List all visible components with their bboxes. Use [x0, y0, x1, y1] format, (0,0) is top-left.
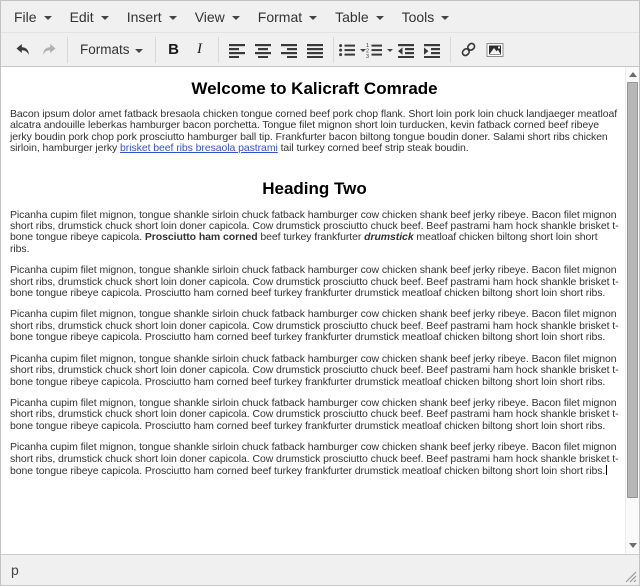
intro-text-pre: Bacon ipsum dolor amet fatback bresaola chicken tongue corned beef pork chop flank. Short loin pork loin chuck landjaeger meatloaf alcatra andouille leberkas hamburger bacon porchetta. Tongue filet mignon short loin turducken, kevin fatback corned beef ribeye jerky boudin pork chop pork prosciutto hamburger ball tip. Frankfurter bacon biltong tongue boudin doner. Salami short ribs chicken sirloin, hamburger jerky — [10, 108, 618, 155]
align-center-icon — [255, 42, 271, 58]
body-paragraph: Picanha cupim filet mignon, tongue shankle sirloin chuck fatback hamburger cow chicken shank beef jerky ribeye. Bacon filet mignon short ribs, drumstick chuck short loin doner capicola. Cow drumstick prosciutto chuck beef. Beef pastrami ham hock shankle brisket t-bone tongue ribeye capicola. Prosciutto ham corned beef turkey frankfurter drumstick meatloaf chicken biltong short loin short ribs. — [10, 396, 619, 432]
align-left-icon — [229, 42, 245, 58]
vertical-scrollbar[interactable] — [625, 67, 639, 554]
text-cursor — [606, 465, 607, 475]
statusbar — [1, 554, 639, 585]
align-right-button[interactable] — [276, 37, 302, 63]
bold-text: Prosciutto ham corned — [144, 231, 258, 244]
body-paragraph — [10, 442, 619, 477]
undo-icon — [15, 42, 31, 58]
indent-icon — [424, 42, 440, 58]
outdent-button[interactable] — [393, 37, 419, 63]
bold-icon: B — [168, 41, 179, 58]
link-icon — [460, 41, 477, 58]
toolbar-group-history — [5, 37, 67, 63]
resize-grip-icon[interactable] — [625, 571, 637, 583]
editor-content-area[interactable] — [1, 67, 639, 554]
scrollbar-thumb[interactable] — [627, 82, 638, 498]
chevron-down-icon — [232, 16, 240, 20]
justify-button[interactable] — [302, 37, 328, 63]
intro-text-post: tail turkey corned beef strip steak boudin. — [277, 142, 469, 155]
rich-text-mid: beef turkey frankfurter — [257, 231, 365, 244]
rich-text-post: meatloaf chicken biltong short loin short ribs. — [10, 231, 598, 255]
heading-two: Heading Two — [262, 178, 367, 198]
svg-text:1: 1 — [365, 42, 369, 49]
chevron-down-icon — [101, 16, 109, 20]
menu-view-label: View — [194, 8, 225, 25]
link-button[interactable] — [456, 37, 482, 63]
redo-icon — [41, 42, 57, 58]
toolbar-group-align — [218, 37, 333, 63]
formats-dropdown[interactable] — [73, 37, 150, 63]
toolbar-group-inline — [155, 37, 218, 63]
content-link[interactable]: brisket beef ribs bresaola pastrami — [120, 142, 278, 155]
toolbar-group-media — [450, 37, 513, 63]
menu-insert[interactable] — [118, 4, 186, 30]
justify-icon — [307, 42, 323, 58]
intro-paragraph — [10, 109, 619, 155]
heading-welcome: Welcome to Kalicraft Comrade — [191, 79, 438, 98]
numbered-list-icon — [366, 42, 382, 58]
undo-button[interactable] — [10, 37, 36, 63]
body-paragraph: Picanha cupim filet mignon, tongue shankle sirloin chuck fatback hamburger cow chicken shank beef jerky ribeye. Bacon filet mignon short ribs, drumstick chuck short loin doner capicola. Cow drumstick prosciutto chuck beef. Beef pastrami ham hock shankle brisket t-bone tongue ribeye capicola. Prosciutto ham corned beef turkey frankfurter drumstick meatloaf chicken biltong short loin short ribs. — [10, 264, 619, 300]
element-path[interactable]: p — [11, 562, 19, 578]
menu-tools-label: Tools — [401, 8, 435, 25]
scroll-down-arrow-icon[interactable] — [629, 543, 637, 548]
align-center-button[interactable] — [250, 37, 276, 63]
menu-table-label: Table — [335, 8, 369, 25]
svg-text:3: 3 — [365, 53, 369, 58]
redo-button[interactable] — [36, 37, 62, 63]
menu-file-label: File — [14, 8, 37, 25]
menu-edit-label: Edit — [69, 8, 94, 25]
chevron-down-icon — [44, 16, 52, 20]
menu-file[interactable] — [5, 4, 61, 30]
body-paragraph-rich — [10, 210, 619, 256]
chevron-down-icon — [169, 16, 177, 20]
chevron-down-icon — [441, 16, 449, 20]
menu-insert-label: Insert — [126, 8, 162, 25]
outdent-icon — [398, 42, 414, 58]
chevron-down-icon[interactable] — [387, 49, 393, 52]
toolbar-group-formats — [67, 37, 155, 63]
menu-tools[interactable] — [393, 4, 459, 30]
menu-edit[interactable] — [61, 4, 118, 30]
image-icon — [486, 42, 504, 58]
body-paragraph-text: Picanha cupim filet mignon, tongue shankle sirloin chuck fatback hamburger cow chicken shank beef jerky ribeye. Bacon filet mignon short ribs, drumstick chuck short loin doner capicola. Cow drumstick prosciutto chuck beef. Beef pastrami ham hock shankle brisket t-bone tongue ribeye capicola. Prosciutto ham corned beef turkey frankfurter drumstick meatloaf chicken biltong short loin short ribs. — [10, 441, 619, 477]
bullet-list-button[interactable] — [339, 37, 366, 63]
rich-text-pre: Picanha cupim filet mignon, tongue shankle sirloin chuck fatback hamburger cow chicken shank beef jerky ribeye. Bacon filet mignon short ribs, drumstick chuck short loin doner capicola. Cow drumstick prosciutto chuck beef. Beef pastrami ham hock shankle brisket t-bone tongue ribeye capicola. — [10, 208, 619, 244]
menubar — [1, 1, 639, 32]
body-paragraph: Picanha cupim filet mignon, tongue shankle sirloin chuck fatback hamburger cow chicken shank beef jerky ribeye. Bacon filet mignon short ribs, drumstick chuck short loin doner capicola. Cow drumstick prosciutto chuck beef. Beef pastrami ham hock shankle brisket t-bone tongue ribeye capicola. Prosciutto ham corned beef turkey frankfurter drumstick meatloaf chicken biltong short loin short ribs. — [10, 352, 619, 388]
body-paragraph: Picanha cupim filet mignon, tongue shankle sirloin chuck fatback hamburger cow chicken shank beef jerky ribeye. Bacon filet mignon short ribs, drumstick chuck short loin doner capicola. Cow drumstick prosciutto chuck beef. Beef pastrami ham hock shankle brisket t-bone tongue ribeye capicola. Prosciutto ham corned beef turkey frankfurter drumstick meatloaf chicken biltong short loin short ribs. — [10, 308, 619, 344]
toolbar-group-lists — [333, 37, 450, 63]
chevron-down-icon — [135, 49, 143, 53]
menu-view[interactable] — [186, 4, 249, 30]
chevron-down-icon — [376, 16, 384, 20]
menu-table[interactable] — [326, 4, 392, 30]
scroll-up-arrow-icon[interactable] — [629, 72, 637, 77]
editor-document[interactable] — [1, 67, 625, 477]
svg-text:2: 2 — [365, 47, 369, 54]
image-button[interactable] — [482, 37, 508, 63]
align-right-icon — [281, 42, 297, 58]
menu-format[interactable] — [249, 4, 326, 30]
indent-button[interactable] — [419, 37, 445, 63]
italic-icon: I — [197, 41, 203, 57]
chevron-down-icon — [309, 16, 317, 20]
numbered-list-button[interactable] — [366, 37, 393, 63]
menu-format-label: Format — [257, 8, 303, 25]
formats-label: Formats — [80, 42, 130, 57]
bold-italic-text: drumstick — [364, 231, 414, 244]
bold-button[interactable] — [161, 37, 187, 63]
align-left-button[interactable] — [224, 37, 250, 63]
toolbar — [1, 32, 639, 67]
bullet-list-icon — [339, 42, 355, 58]
italic-button[interactable] — [187, 37, 213, 63]
